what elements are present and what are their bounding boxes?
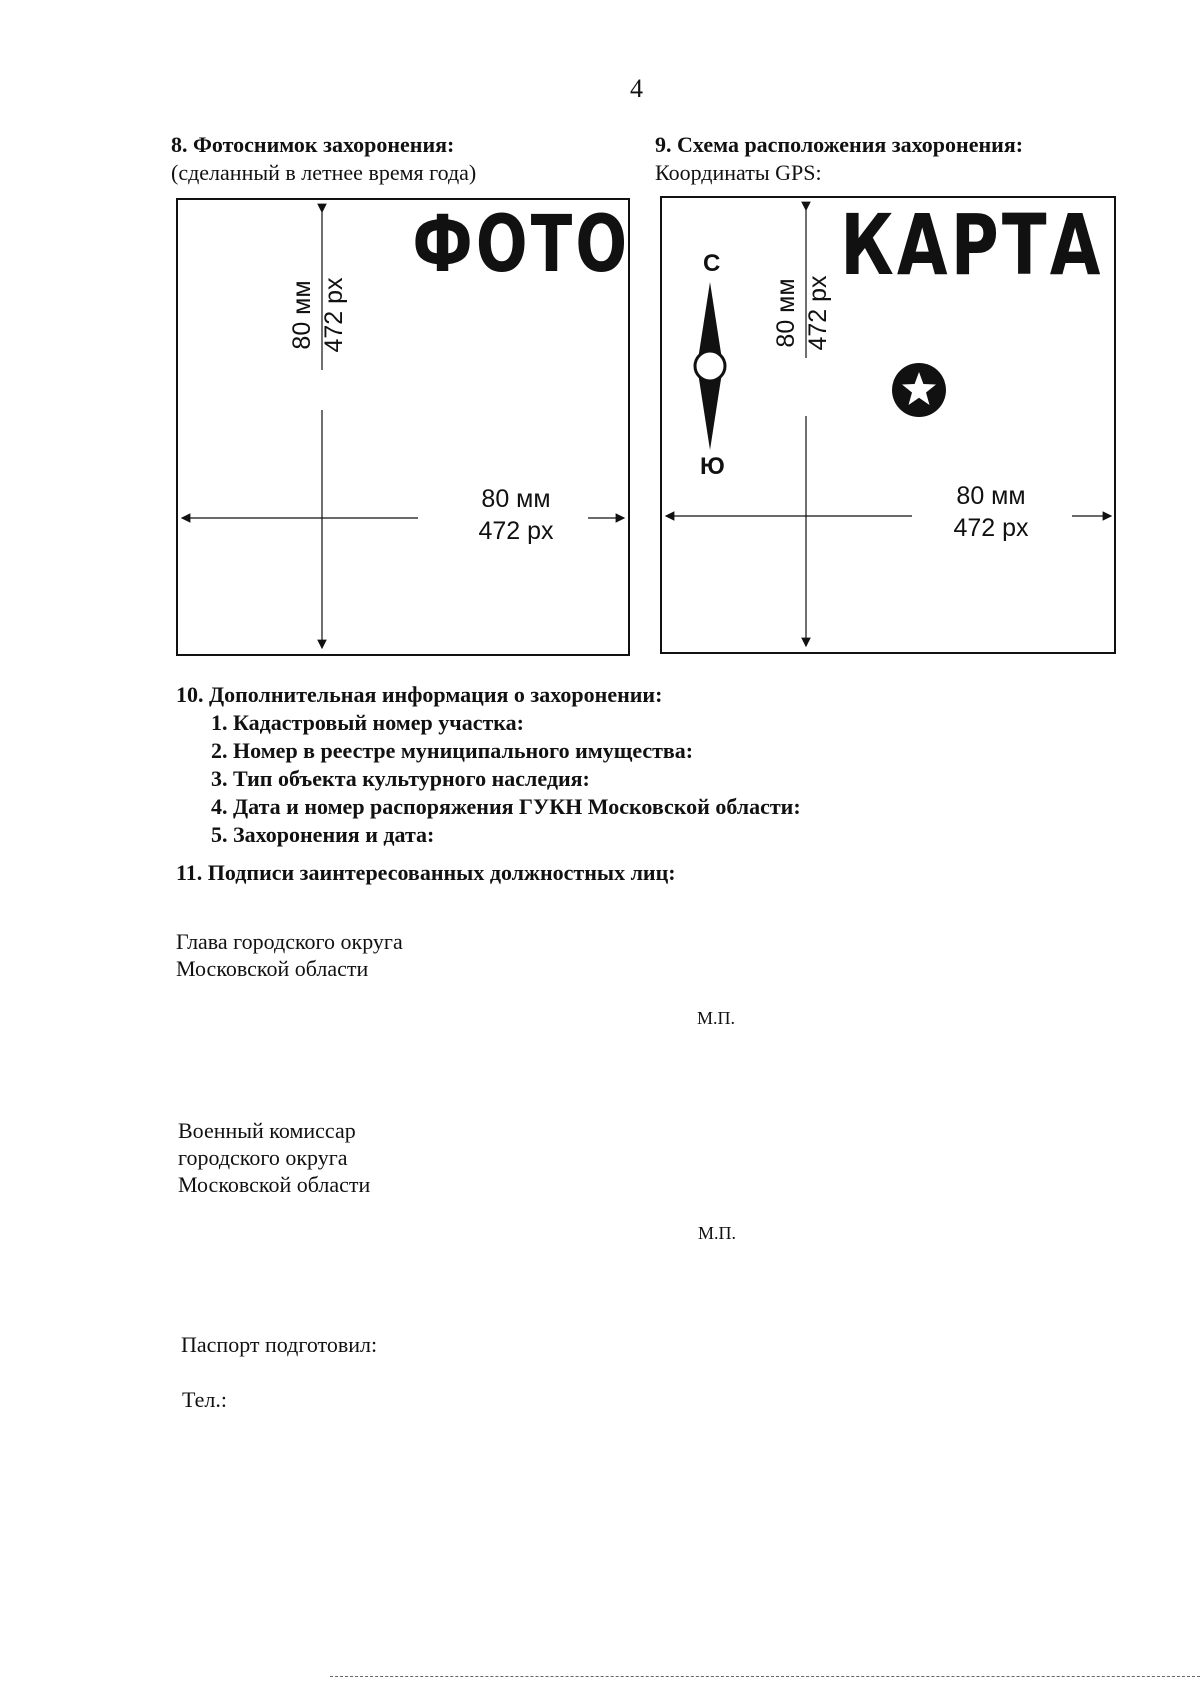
section-8-title: 8. Фотоснимок захоронения:: [171, 132, 455, 157]
scan-edge-artifact: [330, 1676, 1200, 1677]
signer-1-line-2: Московской области: [176, 956, 369, 981]
map-width-px: 472 px: [953, 514, 1029, 542]
section-11-title: 11. Подписи заинтересованных должностных лиц:: [176, 860, 676, 885]
section-10-item-2: 2. Номер в реестре муниципального имущества:: [211, 738, 694, 763]
prepared-by-label: Паспорт подготовил:: [181, 1332, 378, 1357]
map-width-label: [941, 480, 1041, 544]
section-10-item-3: 3. Тип объекта культурного наследия:: [211, 766, 590, 791]
section-8-subtitle: (сделанный в летнее время года): [171, 160, 477, 185]
star-marker-icon: [891, 362, 947, 418]
signer-2-line-1: Военный комиссар: [178, 1118, 356, 1143]
seal-place-2: М.П.: [698, 1223, 737, 1243]
section-10-title: 10. Дополнительная информация о захоронении:: [176, 682, 663, 707]
section-10-item-1: 1. Кадастровый номер участка:: [211, 710, 524, 735]
photo-stamp: ФОТО: [412, 200, 630, 290]
compass-icon: [690, 280, 730, 452]
compass-south-label: Ю: [700, 453, 725, 480]
photo-width-mm: 80 мм: [481, 485, 551, 513]
page-number: 4: [630, 74, 643, 103]
seal-place-1: М.П.: [697, 1008, 736, 1028]
map-height-label: [770, 258, 834, 368]
section-9-subtitle: Координаты GPS:: [655, 160, 822, 185]
signer-2-line-3: Московской области: [178, 1172, 371, 1197]
photo-height-mm: 80 мм: [288, 280, 316, 350]
signer-1-line-1: Глава городского округа: [176, 929, 403, 954]
map-height-px: 472 px: [804, 275, 832, 351]
section-9-title: 9. Схема расположения захоронения:: [655, 132, 1024, 157]
photo-height-label: [286, 260, 350, 370]
compass-north-label: С: [703, 250, 721, 277]
photo-width-px: 472 px: [478, 517, 554, 545]
phone-label: Тел.:: [182, 1387, 227, 1412]
map-height-mm: 80 мм: [772, 278, 800, 348]
map-width-mm: 80 мм: [956, 482, 1026, 510]
photo-width-label: [466, 483, 566, 547]
section-10-item-4: 4. Дата и номер распоряжения ГУКН Московской области:: [211, 794, 801, 819]
section-10-item-5: 5. Захоронения и дата:: [211, 822, 435, 847]
photo-height-px: 472 px: [320, 277, 348, 353]
map-stamp: КАРТА: [840, 196, 1104, 294]
signer-2-line-2: городского округа: [178, 1145, 348, 1170]
